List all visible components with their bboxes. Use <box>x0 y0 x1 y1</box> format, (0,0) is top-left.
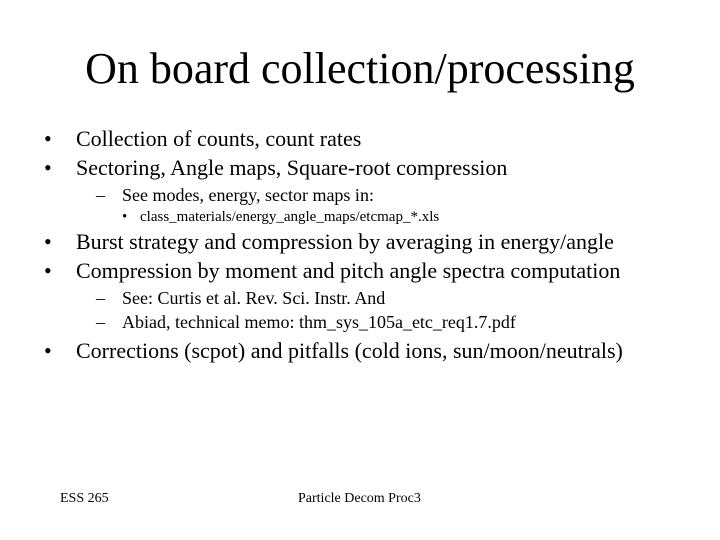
bullet-marker: • <box>44 258 52 283</box>
bullet-marker: • <box>44 229 52 254</box>
sub-bullet-marker: – <box>96 185 105 205</box>
sub-bullet-text: See modes, energy, sector maps in: <box>122 185 374 205</box>
bullet-marker: • <box>44 126 52 151</box>
slide-title: On board collection/processing <box>85 44 635 93</box>
sub-bullet-marker: – <box>96 288 105 308</box>
bullet-text: Collection of counts, count rates <box>76 126 362 151</box>
sub-bullet-text: Abiad, technical memo: thm_sys_105a_etc_req1.7.pdf <box>122 312 516 332</box>
bullet-marker: • <box>44 338 52 363</box>
bullet-text: Burst strategy and compression by averaging in energy/angle <box>76 229 614 254</box>
bullet-text: Corrections (scpot) and pitfalls (cold ions, sun/moon/neutrals) <box>76 338 623 363</box>
sub-bullet-marker: – <box>96 312 105 332</box>
bullet-text: Compression by moment and pitch angle spectra computation <box>76 258 621 283</box>
sub-sub-bullet-text: class_materials/energy_angle_maps/etcmap_*.xls <box>140 209 440 225</box>
bullet-marker: • <box>44 155 52 180</box>
footer-left: ESS 265 <box>60 491 109 506</box>
bullet-text: Sectoring, Angle maps, Square-root compression <box>76 155 508 180</box>
footer-center: Particle Decom Proc3 <box>298 491 421 506</box>
sub-bullet-text: See: Curtis et al. Rev. Sci. Instr. And <box>122 288 386 308</box>
sub-sub-bullet-marker: • <box>122 209 128 225</box>
